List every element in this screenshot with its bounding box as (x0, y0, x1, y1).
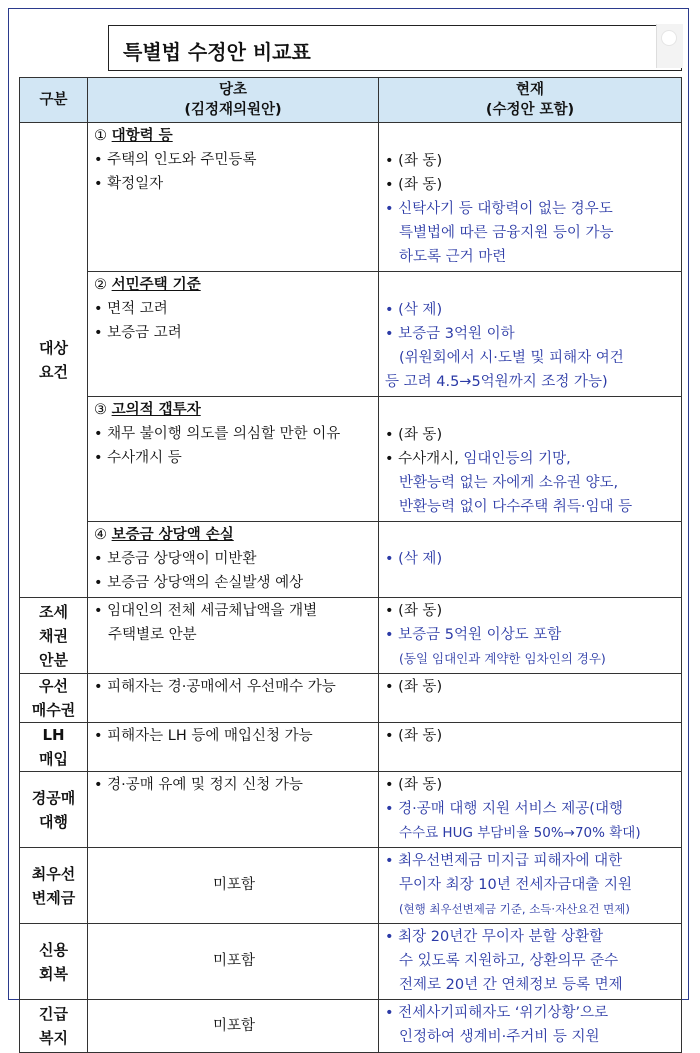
orig-cell-tax: • 임대인의 전체 세금체납액을 개별 주택별로 안분 (88, 598, 379, 674)
category-priority: 우선 매수권 (20, 674, 88, 723)
category-welfare: 긴급 복지 (20, 1000, 88, 1053)
category-auction: 경공매 대행 (20, 772, 88, 848)
cur-cell-priority-pay: • 최우선변제금 미지급 피해자에 대한 무이자 최장 10년 전세자금대출 지원 (현행 최우선변제금 기준, 소득·자산요건 면제) (379, 848, 682, 924)
category-tax: 조세 채권 안분 (20, 598, 88, 674)
cur-cell-priority: • (좌 동) (379, 674, 682, 723)
orig-cell-s1: ① 대항력 등 • 주택의 인도와 주민등록 • 확정일자 (88, 123, 379, 272)
orig-cell-s3: ③ 고의적 갭투자 • 채무 불이행 의도를 의심할 만한 이유 • 수사개시 등 (88, 397, 379, 522)
table-row (20, 272, 682, 397)
orig-cell-welfare: 미포함 (88, 1000, 379, 1053)
orig-cell-priority-pay: 미포함 (88, 848, 379, 924)
page-curl-decoration (656, 24, 683, 68)
cur-cell-welfare: • 전세사기피해자도 ‘위기상황’으로 인정하여 생계비·주거비 등 지원 (379, 1000, 682, 1053)
category-priority-pay: 최우선 변제금 (20, 848, 88, 924)
header-original: 당초 (김정재의원안) (88, 78, 379, 123)
section-heading: ③ 고의적 갭투자 (94, 402, 201, 418)
table-row (20, 1000, 682, 1053)
orig-cell-lh: • 피해자는 LH 등에 매입신청 가능 (88, 723, 379, 772)
cur-cell-s1: • (좌 동) • (좌 동) • 신탁사기 등 대항력이 없는 경우도 특별법에 따른 금융지원 등이 가능 하도록 근거 마련 (379, 123, 682, 272)
orig-cell-credit: 미포함 (88, 924, 379, 1000)
section-heading: ② 서민주택 기준 (94, 277, 201, 293)
cur-cell-s4: • (삭 제) (379, 522, 682, 598)
table-row (20, 522, 682, 598)
cur-cell-auction: • (좌 동) • 경·공매 대행 지원 서비스 제공(대행 수수료 HUG 부담비율 50%→70% 확대) (379, 772, 682, 848)
cur-cell-s3: • (좌 동) • 수사개시, 임대인등의 기망, 반환능력 없는 자에게 소유권 양도, 반환능력 없이 다수주택 취득·임대 등 (379, 397, 682, 522)
table-row (20, 848, 682, 924)
cur-cell-credit: • 최장 20년간 무이자 분할 상환할 수 있도록 지원하고, 상환의무 준수 전제로 20년 간 연체정보 등록 면제 (379, 924, 682, 1000)
table-row (20, 123, 682, 272)
table-row (20, 723, 682, 772)
table-row (20, 674, 682, 723)
header-current: 현재 (수정안 포함) (379, 78, 682, 123)
orig-cell-auction: • 경·공매 유예 및 정지 신청 가능 (88, 772, 379, 848)
table-row (20, 772, 682, 848)
category-credit: 신용 회복 (20, 924, 88, 1000)
header-row (20, 78, 682, 123)
page-title: 특별법 수정안 비교표 (123, 40, 311, 64)
orig-cell-s2: ② 서민주택 기준 • 면적 고려 • 보증금 고려 (88, 272, 379, 397)
orig-cell-priority: • 피해자는 경·공매에서 우선매수 가능 (88, 674, 379, 723)
category-lh: LH 매입 (20, 723, 88, 772)
category-target: 대상 요건 (20, 123, 88, 598)
section-heading: ① 대항력 등 (94, 128, 173, 144)
cur-cell-lh: • (좌 동) (379, 723, 682, 772)
table-row (20, 924, 682, 1000)
comparison-table (19, 77, 682, 1053)
title-box (108, 25, 682, 71)
header-category: 구분 (20, 78, 88, 123)
orig-cell-s4: ④ 보증금 상당액 손실 • 보증금 상당액이 미반환 • 보증금 상당액의 손실발생 예상 (88, 522, 379, 598)
cur-cell-tax: • (좌 동) • 보증금 5억원 이상도 포함 (동일 임대인과 계약한 임차인의 경우) (379, 598, 682, 674)
table-row (20, 598, 682, 674)
section-heading: ④ 보증금 상당액 손실 (94, 527, 234, 543)
cur-cell-s2: • (삭 제) • 보증금 3억원 이하 (위원회에서 시·도별 및 피해자 여건 등 고려 4.5→5억원까지 조정 가능) (379, 272, 682, 397)
table-row (20, 397, 682, 522)
